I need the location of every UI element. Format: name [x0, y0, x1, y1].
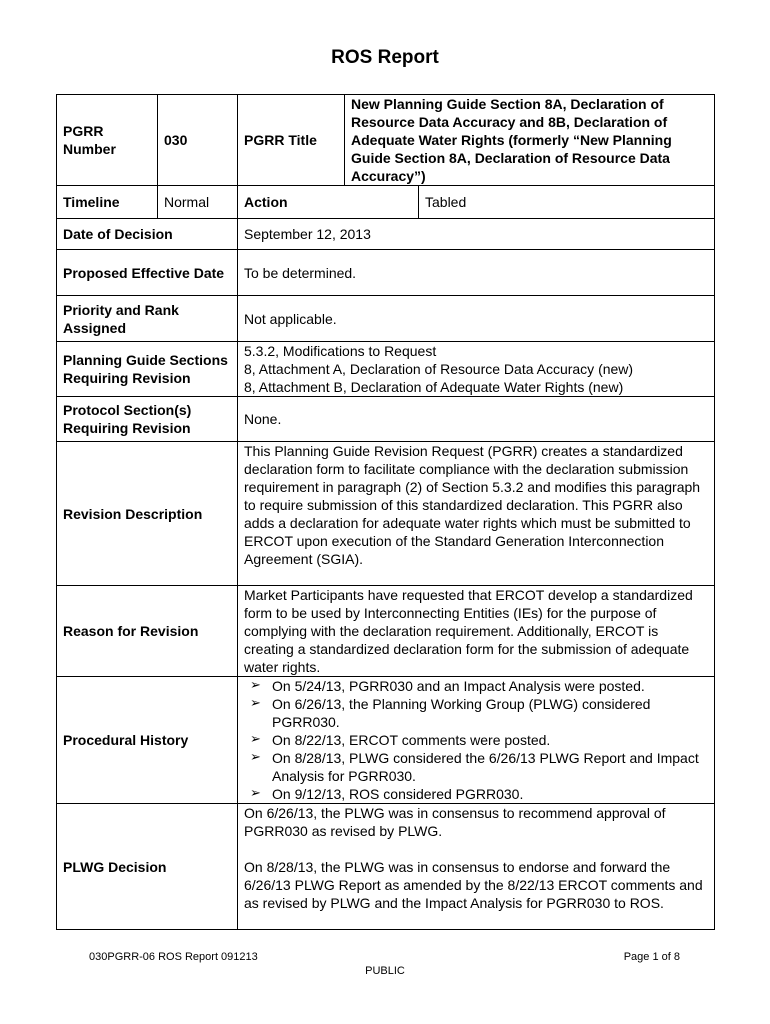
table-row-timeline — [57, 186, 715, 219]
timeline-label: Timeline — [57, 186, 158, 219]
pgrr-number-value: 030 — [158, 95, 238, 186]
date-of-decision-value: September 12, 2013 — [238, 219, 715, 250]
procedural-history-label: Procedural History — [57, 677, 238, 804]
table-row-reason — [57, 586, 715, 677]
sections-value — [238, 342, 715, 397]
proposed-effective-date-value: To be determined. — [238, 250, 715, 296]
section-line: 8, Attachment B, Declaration of Adequate Water Rights (new) — [244, 379, 624, 395]
table-row-proposed-effective-date — [57, 250, 715, 296]
pgrr-title-label: PGRR Title — [238, 95, 345, 186]
table-row-protocol — [57, 397, 715, 442]
protocol-value: None. — [238, 397, 715, 442]
action-label: Action — [238, 186, 419, 219]
table-row-revision-description — [57, 442, 715, 586]
footer-classification: PUBLIC — [365, 965, 405, 977]
table-row-plwg-decision — [57, 804, 715, 930]
revision-description-value: This Planning Guide Revision Request (PGRR) creates a standardized declaration form to facilitate compliance with the declaration submission requirement in paragraph (2) of Section 5.3.2 and modifies this paragraph to require submission of this standardized declaration. This PGRR also adds a declaration for adequate water rights which must be submitted to ERCOT upon execution of the Standard Generation Interconnection Agreement (SGIA). — [238, 442, 715, 586]
list-item: ➢ On 6/26/13, the Planning Working Group (PLWG) considered PGRR030. — [244, 695, 708, 731]
table-row-priority — [57, 296, 715, 342]
section-line: 8, Attachment A, Declaration of Resource Data Accuracy (new) — [244, 361, 634, 377]
list-item: ➢ On 9/12/13, ROS considered PGRR030. — [244, 785, 708, 803]
reason-label: Reason for Revision — [57, 586, 238, 677]
priority-value: Not applicable. — [238, 296, 715, 342]
pgrr-number-label: PGRR Number — [57, 95, 158, 186]
priority-label: Priority and Rank Assigned — [57, 296, 238, 342]
footer-doc-id: 030PGRR-06 ROS Report 091213 — [89, 951, 258, 963]
table-row-sections — [57, 342, 715, 397]
section-line: 5.3.2, Modifications to Request — [244, 343, 437, 359]
procedural-history-list — [244, 677, 708, 803]
ros-report-table — [56, 94, 715, 930]
list-item: ➢ On 8/28/13, PLWG considered the 6/26/13 PLWG Report and Impact Analysis for PGRR030. — [244, 749, 708, 785]
timeline-value: Normal — [158, 186, 238, 219]
plwg-decision-label: PLWG Decision — [57, 804, 238, 930]
list-item: ➢ On 5/24/13, PGRR030 and an Impact Analysis were posted. — [244, 677, 708, 695]
plwg-decision-paragraph: On 8/28/13, the PLWG was in consensus to endorse and forward the 6/26/13 PLWG Report as amended by the 8/22/13 ERCOT comments and as revised by PLWG and the Impact Analysis for PGRR030 to ROS. — [244, 859, 703, 911]
protocol-label: Protocol Section(s) Requiring Revision — [57, 397, 238, 442]
revision-description-label: Revision Description — [57, 442, 238, 586]
table-row-procedural-history — [57, 677, 715, 804]
page-title: ROS Report — [331, 47, 439, 68]
table-row-pgrr — [57, 95, 715, 186]
pgrr-title-value: New Planning Guide Section 8A, Declaration of Resource Data Accuracy and 8B, Declaration of Adequate Water Rights (formerly “New Planning Guide Section 8A, Declaration of Resource Data Accuracy”) — [345, 95, 715, 186]
action-value: Tabled — [419, 186, 715, 219]
date-of-decision-label: Date of Decision — [57, 219, 238, 250]
reason-value: Market Participants have requested that ERCOT develop a standardized form to be used by Interconnecting Entities (IEs) for the purpose of complying with the declaration requirement. Additionally, ERCOT is creating a standardized declaration form for the submission of adequate water rights. — [238, 586, 715, 677]
plwg-decision-value — [238, 804, 715, 930]
procedural-history-value — [238, 677, 715, 804]
footer-page-number: Page 1 of 8 — [623, 951, 680, 963]
table-row-date-of-decision — [57, 219, 715, 250]
list-item: ➢ On 8/22/13, ERCOT comments were posted. — [244, 731, 708, 749]
proposed-effective-date-label: Proposed Effective Date — [57, 250, 238, 296]
sections-label: Planning Guide Sections Requiring Revision — [57, 342, 238, 397]
plwg-decision-paragraph: On 6/26/13, the PLWG was in consensus to recommend approval of PGRR030 as revised by PLWG. — [244, 805, 666, 839]
